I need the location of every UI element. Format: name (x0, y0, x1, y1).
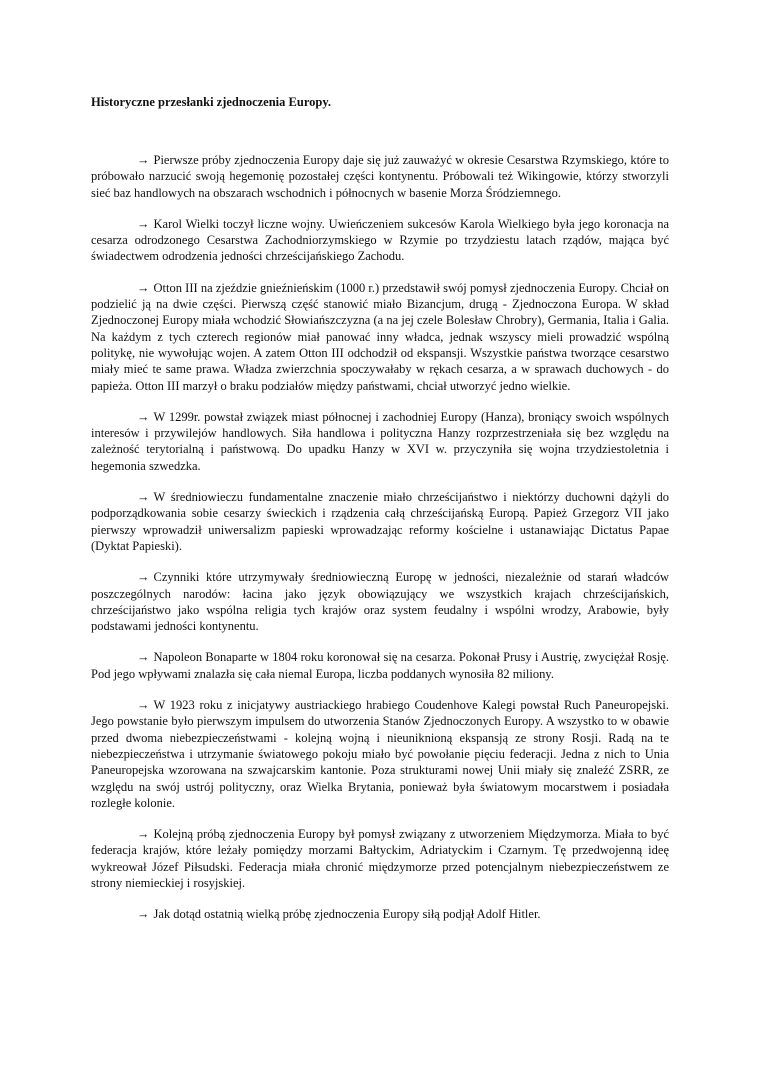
paragraph-napoleon (91, 649, 669, 682)
arrow-bullet-icon: → (137, 650, 150, 665)
document-title: Historyczne przesłanki zjednoczenia Europy. (91, 95, 332, 109)
paragraph-text: Jak dotąd ostatnią wielką próbę zjednoczenia Europy siłą podjął Adolf Hitler. (153, 907, 541, 922)
arrow-bullet-icon: → (137, 280, 150, 295)
paragraph-unity-factors (91, 569, 669, 634)
arrow-bullet-icon: → (137, 153, 150, 167)
paragraph-text: Karol Wielki toczył liczne wojny. Uwieńczeniem sukcesów Karola Wielkiego była jego koronacja na cesarza odrodzonego Cesarstwa Zachodniorzymskiego w Rzymie po trzydziestu latach rządów, mająca być świadectwem odrodzenia jedności chrześcijańskiego Zachodu. (91, 216, 669, 264)
paragraph-text: W 1299r. powstał związek miast północnej i zachodniej Europy (Hanza), broniący swoich wspólnych interesów i przywilejów handlowych. Siła handlowa i polityczna Hanzy rozprzestrzeniała się bez względu na zależność terytorialną i państwową. Do upadku Hanzy w XVI w. przyczyniła się wojna trzydziestoletnia i hegemonia szwedzka. (91, 409, 669, 473)
paragraph-paneuropa (91, 697, 669, 811)
paragraph-otto-iii (91, 280, 669, 394)
paragraph-text: Czynniki które utrzymywały średniowieczną Europę w jedności, niezależnie od starań władców poszczególnych narodów: łacina jako język obowiązujący we wszystkich krajach chrześcijańskich, chrześcijaństwo jako wspólna religia tych krajów oraz system feudalny i wspólni wrodzy, Arabowie, były podstawami jedności kontynentu. (91, 570, 669, 634)
paragraph-roman-empire (91, 152, 669, 201)
paragraph-text: Kolejną próbą zjednoczenia Europy był pomysł związany z utworzeniem Międzymorza. Miała to być federacja krajów, które leżały pomiędzy morzami Bałtyckim, Adriatyckim i Czarnym. Tę przedwojenną ideę wykreował Józef Piłsudski. Federacja miała chronić międzymorze przed potencjalnym niebezpieczeństwem ze strony niemieckiej i rosyjskiej. (91, 827, 669, 890)
document-page (91, 94, 669, 938)
arrow-bullet-icon: → (137, 490, 150, 505)
arrow-bullet-icon: → (137, 409, 150, 424)
paragraph-hanza (91, 409, 669, 474)
paragraph-text: W średniowieczu fundamentalne znaczenie miało chrześcijaństwo i niektórzy duchowni dążyli do podporządkowania sobie cesarzy świeckich i rządzenia całą chrześcijańską Europą. Papież Grzegorz VII jako pierwszy wprowadził uniwersalizm papieski wprowadzając reformy kościelne i ustanawiając Dictatus Papae (Dyktat Papieski). (91, 490, 669, 553)
paragraph-text: W 1923 roku z inicjatywy austriackiego hrabiego Coudenhove Kalegi powstał Ruch Paneuropejski. Jego powstanie było pierwszym impulsem do utworzenia Stanów Zjednoczonych Europy. A wszystko to w obawie przed dwoma niebezpieczeństwami - kolejną wojną i nieuniknioną ekspansją ze strony Rosji. Radą na te niebezpieczeństwa i utrzymanie światowego pokoju miało być powołanie pięciu federacji. Jedna z nich to Unia Paneuropejska wzorowana na szwajcarskim kantonie. Poza strukturami nowej Unii miały się znaleźć ZSRR, ze względu na swój ustrój polityczny, oraz Wielka Brytania, ponieważ była światowym mocarstwem i posiadała rozległe kolonie. (91, 698, 669, 810)
paragraph-text: Pierwsze próby zjednoczenia Europy daje się już zauważyć w okresie Cesarstwa Rzymskiego, które to próbowało narzucić swoją hegemonię pozostałej części kontynentu. Próbowali też Wikingowie, którzy stworzyli sieć baz handlowych na obszarach wschodnich i północnych w basenie Morza Śródziemnego. (91, 153, 669, 200)
arrow-bullet-icon: → (137, 570, 150, 585)
arrow-bullet-icon: → (137, 907, 150, 922)
paragraph-text: Napoleon Bonaparte w 1804 roku koronował się na cesarza. Pokonał Prusy i Austrię, zwyciężał Rosję. Pod jego wpływami znalazła się cała niemal Europa, liczba poddanych wynosiła 82 miliony. (91, 650, 669, 681)
paragraph-charlemagne (91, 216, 669, 265)
paragraph-middle-ages (91, 489, 669, 554)
paragraph-text: Otton III na zjeździe gnieźnieńskim (1000 r.) przedstawił swój pomysł zjednoczenia Europy. Chciał on podzielić ją na dwie części. Pierwszą część stanowić miało Bizancjum, drugą - Zjednoczona Europa. W skład Zjednoczonej Europy miała wchodzić Słowiańszczyzna (a na jej czele Bolesław Chrobry), Germania, Italia i Galia. Na każdym z tych czterech regionów miał panować inny władca, jednak wszyscy mieli prowadzić wspólną politykę, nie wywołując wojen. A zatem Otton III odchodził od ekspansji. Wszystkie państwa tworzące cesarstwo miały mieć te same prawa. Władza zwierzchnia spoczywałaby w rękach cesarza, a w sprawach duchowych - do papieża. Otton III marzył o braku podziałów między państwami, chciał utworzyć jedno wielkie. (91, 280, 669, 393)
document-body (91, 152, 669, 923)
paragraph-intermarium (91, 826, 669, 891)
paragraph-hitler (91, 906, 669, 922)
arrow-bullet-icon: → (137, 698, 150, 713)
arrow-bullet-icon: → (137, 216, 150, 231)
arrow-bullet-icon: → (137, 827, 150, 842)
